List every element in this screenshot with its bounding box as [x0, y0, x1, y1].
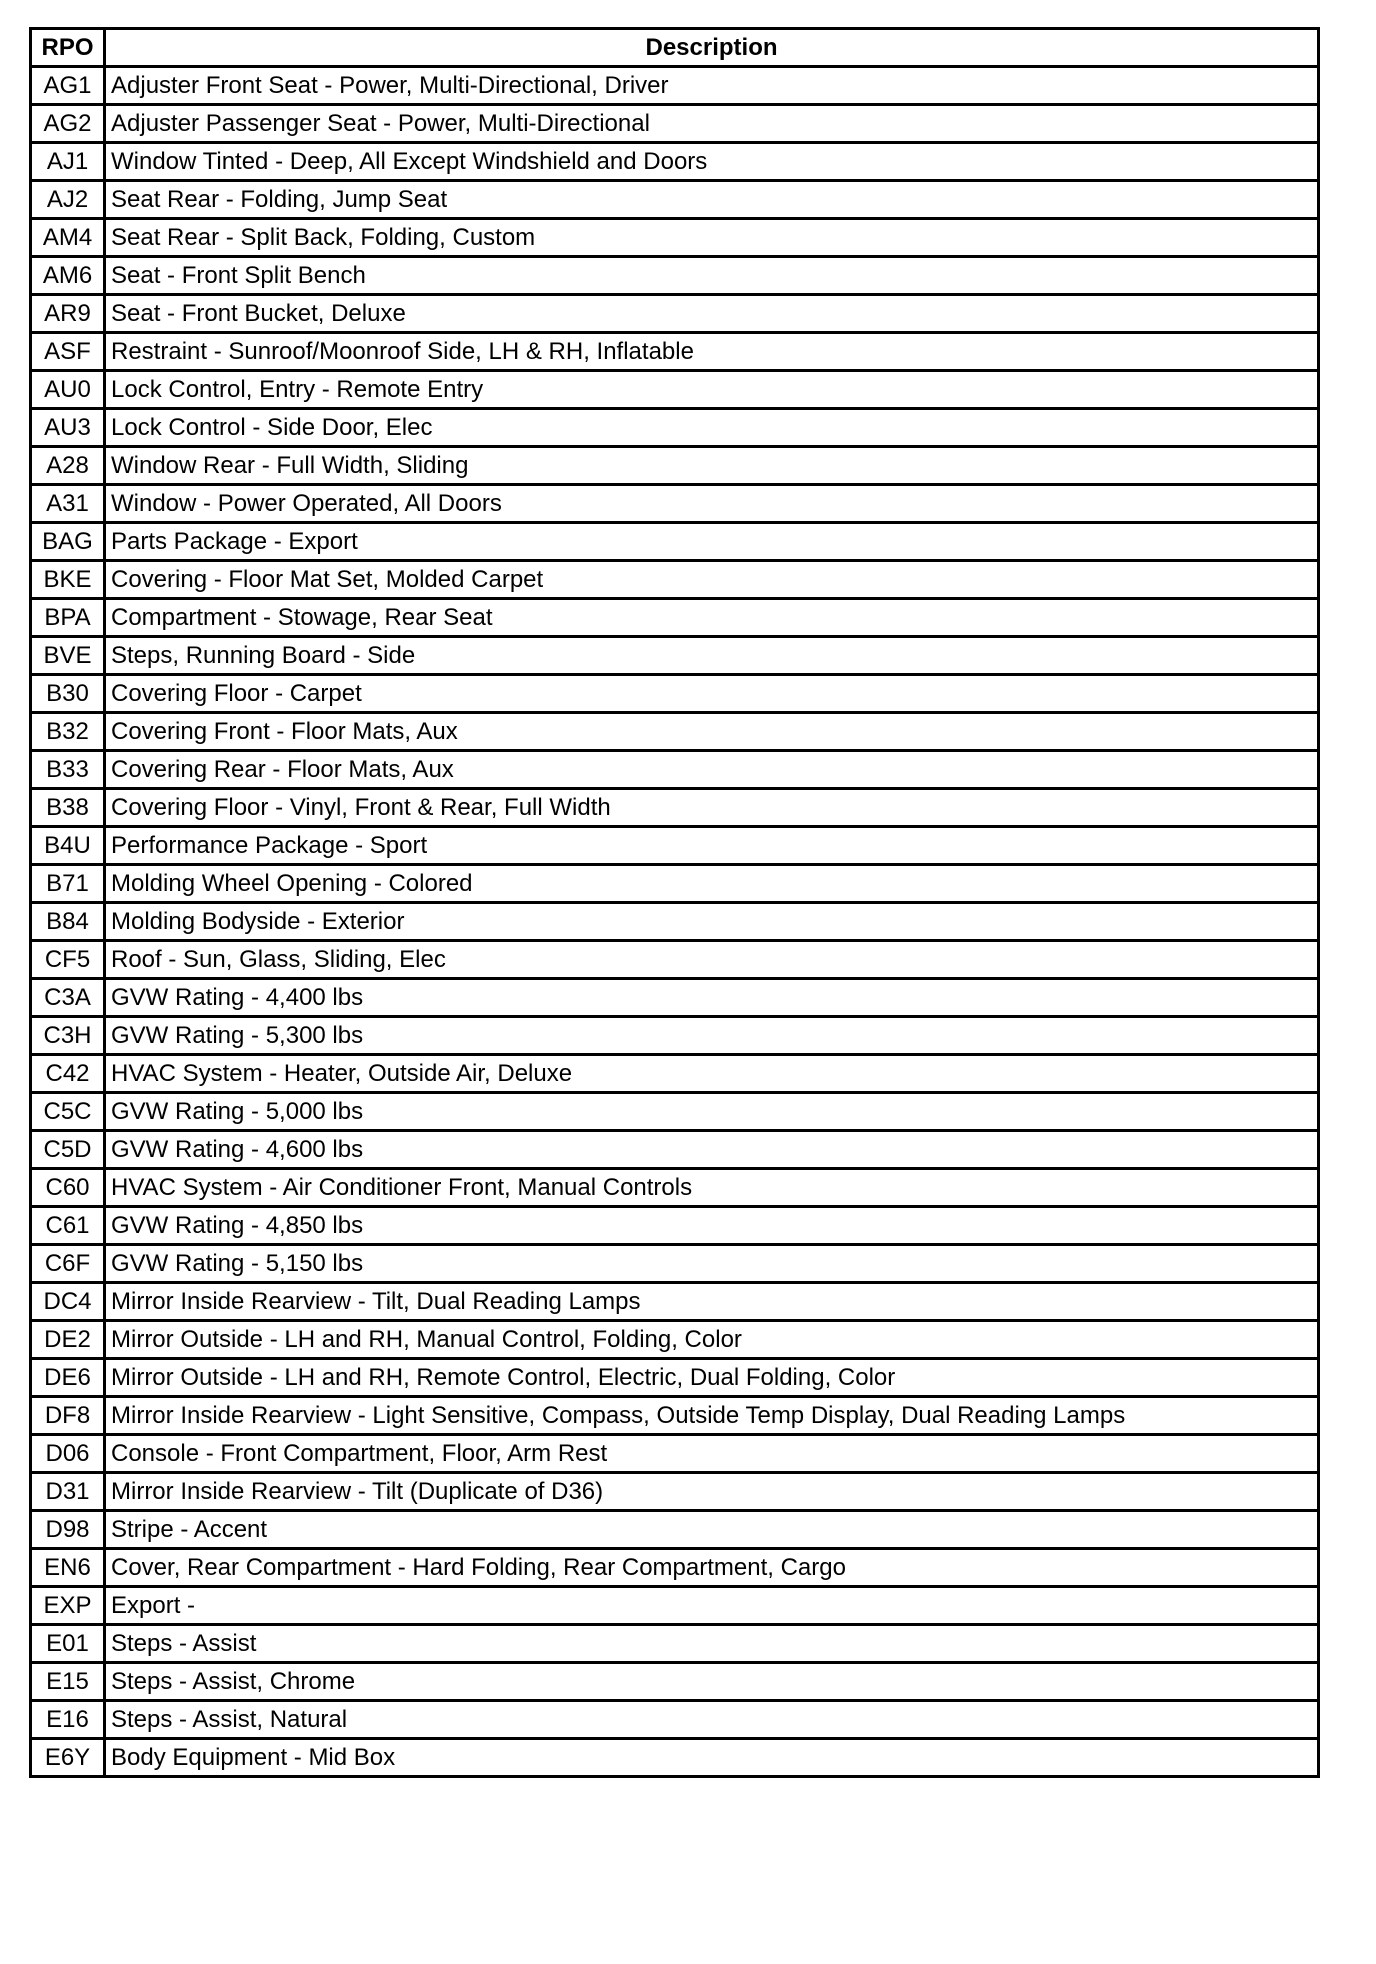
- description-cell: Window Tinted - Deep, All Except Windshield and Doors: [105, 143, 1319, 181]
- table-row: [31, 637, 1319, 675]
- description-cell: Export -: [105, 1587, 1319, 1625]
- description-cell: GVW Rating - 5,300 lbs: [105, 1017, 1319, 1055]
- rpo-code-cell: E01: [31, 1625, 105, 1663]
- table-row: [31, 1663, 1319, 1701]
- rpo-code-cell: C5C: [31, 1093, 105, 1131]
- description-cell: GVW Rating - 5,150 lbs: [105, 1245, 1319, 1283]
- rpo-code-cell: B30: [31, 675, 105, 713]
- table-row: [31, 143, 1319, 181]
- description-cell: Parts Package - Export: [105, 523, 1319, 561]
- table-row: [31, 409, 1319, 447]
- table-row: [31, 1473, 1319, 1511]
- rpo-code-cell: BPA: [31, 599, 105, 637]
- description-cell: Roof - Sun, Glass, Sliding, Elec: [105, 941, 1319, 979]
- table-row: [31, 447, 1319, 485]
- table-row: [31, 1625, 1319, 1663]
- description-cell: Steps - Assist: [105, 1625, 1319, 1663]
- description-cell: GVW Rating - 5,000 lbs: [105, 1093, 1319, 1131]
- rpo-code-cell: B84: [31, 903, 105, 941]
- rpo-code-cell: B32: [31, 713, 105, 751]
- table-row: [31, 1587, 1319, 1625]
- rpo-code-cell: BAG: [31, 523, 105, 561]
- rpo-code-cell: B4U: [31, 827, 105, 865]
- rpo-code-cell: C3A: [31, 979, 105, 1017]
- rpo-code-cell: E16: [31, 1701, 105, 1739]
- description-cell: Mirror Outside - LH and RH, Manual Control, Folding, Color: [105, 1321, 1319, 1359]
- table-row: [31, 1435, 1319, 1473]
- description-cell: Mirror Inside Rearview - Tilt (Duplicate of D36): [105, 1473, 1319, 1511]
- description-cell: Console - Front Compartment, Floor, Arm Rest: [105, 1435, 1319, 1473]
- description-cell: Seat - Front Bucket, Deluxe: [105, 295, 1319, 333]
- description-cell: Steps - Assist, Chrome: [105, 1663, 1319, 1701]
- table-row: [31, 561, 1319, 599]
- rpo-code-cell: D98: [31, 1511, 105, 1549]
- rpo-code-cell: E6Y: [31, 1739, 105, 1777]
- table-row: [31, 523, 1319, 561]
- table-row: [31, 903, 1319, 941]
- description-cell: Adjuster Passenger Seat - Power, Multi-Directional: [105, 105, 1319, 143]
- description-cell: Steps, Running Board - Side: [105, 637, 1319, 675]
- table-row: [31, 1017, 1319, 1055]
- rpo-code-cell: A31: [31, 485, 105, 523]
- rpo-code-cell: DC4: [31, 1283, 105, 1321]
- rpo-code-cell: C42: [31, 1055, 105, 1093]
- description-cell: Body Equipment - Mid Box: [105, 1739, 1319, 1777]
- table-row: [31, 1321, 1319, 1359]
- rpo-code-cell: D31: [31, 1473, 105, 1511]
- rpo-code-cell: DE6: [31, 1359, 105, 1397]
- description-cell: Covering - Floor Mat Set, Molded Carpet: [105, 561, 1319, 599]
- rpo-code-cell: DE2: [31, 1321, 105, 1359]
- header-description: Description: [105, 29, 1319, 67]
- description-cell: Mirror Inside Rearview - Light Sensitive, Compass, Outside Temp Display, Dual Reading Lamps: [105, 1397, 1319, 1435]
- rpo-code-cell: EN6: [31, 1549, 105, 1587]
- table-header-row: [31, 29, 1319, 67]
- table-row: [31, 1283, 1319, 1321]
- description-cell: GVW Rating - 4,400 lbs: [105, 979, 1319, 1017]
- rpo-code-cell: A28: [31, 447, 105, 485]
- table-row: [31, 1169, 1319, 1207]
- rpo-code-cell: D06: [31, 1435, 105, 1473]
- table-row: [31, 789, 1319, 827]
- table-row: [31, 1207, 1319, 1245]
- description-cell: Covering Front - Floor Mats, Aux: [105, 713, 1319, 751]
- rpo-code-cell: B38: [31, 789, 105, 827]
- rpo-code-cell: BVE: [31, 637, 105, 675]
- rpo-code-cell: C5D: [31, 1131, 105, 1169]
- table-row: [31, 1055, 1319, 1093]
- rpo-code-cell: AU3: [31, 409, 105, 447]
- table-row: [31, 1549, 1319, 1587]
- rpo-code-cell: AG1: [31, 67, 105, 105]
- description-cell: Restraint - Sunroof/Moonroof Side, LH & RH, Inflatable: [105, 333, 1319, 371]
- description-cell: Seat Rear - Folding, Jump Seat: [105, 181, 1319, 219]
- table-row: [31, 219, 1319, 257]
- header-rpo: RPO: [31, 29, 105, 67]
- description-cell: Adjuster Front Seat - Power, Multi-Directional, Driver: [105, 67, 1319, 105]
- description-cell: Seat Rear - Split Back, Folding, Custom: [105, 219, 1319, 257]
- description-cell: Window Rear - Full Width, Sliding: [105, 447, 1319, 485]
- description-cell: GVW Rating - 4,850 lbs: [105, 1207, 1319, 1245]
- rpo-code-cell: AG2: [31, 105, 105, 143]
- rpo-code-cell: B33: [31, 751, 105, 789]
- table-row: [31, 295, 1319, 333]
- rpo-code-cell: ASF: [31, 333, 105, 371]
- rpo-code-cell: C61: [31, 1207, 105, 1245]
- rpo-code-cell: C3H: [31, 1017, 105, 1055]
- table-row: [31, 181, 1319, 219]
- table-row: [31, 979, 1319, 1017]
- description-cell: Mirror Outside - LH and RH, Remote Control, Electric, Dual Folding, Color: [105, 1359, 1319, 1397]
- table-row: [31, 1245, 1319, 1283]
- table-row: [31, 1093, 1319, 1131]
- table-row: [31, 333, 1319, 371]
- description-cell: Window - Power Operated, All Doors: [105, 485, 1319, 523]
- rpo-table: [29, 27, 1320, 1778]
- description-cell: Molding Wheel Opening - Colored: [105, 865, 1319, 903]
- table-row: [31, 105, 1319, 143]
- table-row: [31, 67, 1319, 105]
- table-row: [31, 713, 1319, 751]
- rpo-code-cell: AJ2: [31, 181, 105, 219]
- table-row: [31, 941, 1319, 979]
- description-cell: Mirror Inside Rearview - Tilt, Dual Reading Lamps: [105, 1283, 1319, 1321]
- table-row: [31, 1397, 1319, 1435]
- rpo-code-cell: B71: [31, 865, 105, 903]
- table-row: [31, 599, 1319, 637]
- rpo-code-cell: AU0: [31, 371, 105, 409]
- table-row: [31, 751, 1319, 789]
- table-row: [31, 865, 1319, 903]
- rpo-code-cell: DF8: [31, 1397, 105, 1435]
- description-cell: Molding Bodyside - Exterior: [105, 903, 1319, 941]
- rpo-code-cell: AR9: [31, 295, 105, 333]
- rpo-code-cell: AJ1: [31, 143, 105, 181]
- table-row: [31, 371, 1319, 409]
- table-row: [31, 1359, 1319, 1397]
- table-row: [31, 1701, 1319, 1739]
- table-row: [31, 257, 1319, 295]
- table-row: [31, 1131, 1319, 1169]
- description-cell: Compartment - Stowage, Rear Seat: [105, 599, 1319, 637]
- table-row: [31, 485, 1319, 523]
- description-cell: Stripe - Accent: [105, 1511, 1319, 1549]
- description-cell: Covering Rear - Floor Mats, Aux: [105, 751, 1319, 789]
- description-cell: Performance Package - Sport: [105, 827, 1319, 865]
- rpo-code-cell: BKE: [31, 561, 105, 599]
- description-cell: Steps - Assist, Natural: [105, 1701, 1319, 1739]
- description-cell: Cover, Rear Compartment - Hard Folding, Rear Compartment, Cargo: [105, 1549, 1319, 1587]
- description-cell: Covering Floor - Vinyl, Front & Rear, Full Width: [105, 789, 1319, 827]
- rpo-code-cell: C6F: [31, 1245, 105, 1283]
- rpo-code-cell: EXP: [31, 1587, 105, 1625]
- table-row: [31, 1739, 1319, 1777]
- rpo-code-cell: AM6: [31, 257, 105, 295]
- description-cell: Lock Control, Entry - Remote Entry: [105, 371, 1319, 409]
- table-body: [31, 67, 1319, 1777]
- description-cell: HVAC System - Air Conditioner Front, Manual Controls: [105, 1169, 1319, 1207]
- table-row: [31, 675, 1319, 713]
- rpo-code-cell: AM4: [31, 219, 105, 257]
- table-row: [31, 827, 1319, 865]
- table-row: [31, 1511, 1319, 1549]
- description-cell: Seat - Front Split Bench: [105, 257, 1319, 295]
- description-cell: Lock Control - Side Door, Elec: [105, 409, 1319, 447]
- description-cell: HVAC System - Heater, Outside Air, Deluxe: [105, 1055, 1319, 1093]
- description-cell: GVW Rating - 4,600 lbs: [105, 1131, 1319, 1169]
- description-cell: Covering Floor - Carpet: [105, 675, 1319, 713]
- rpo-code-cell: CF5: [31, 941, 105, 979]
- rpo-code-cell: C60: [31, 1169, 105, 1207]
- rpo-code-cell: E15: [31, 1663, 105, 1701]
